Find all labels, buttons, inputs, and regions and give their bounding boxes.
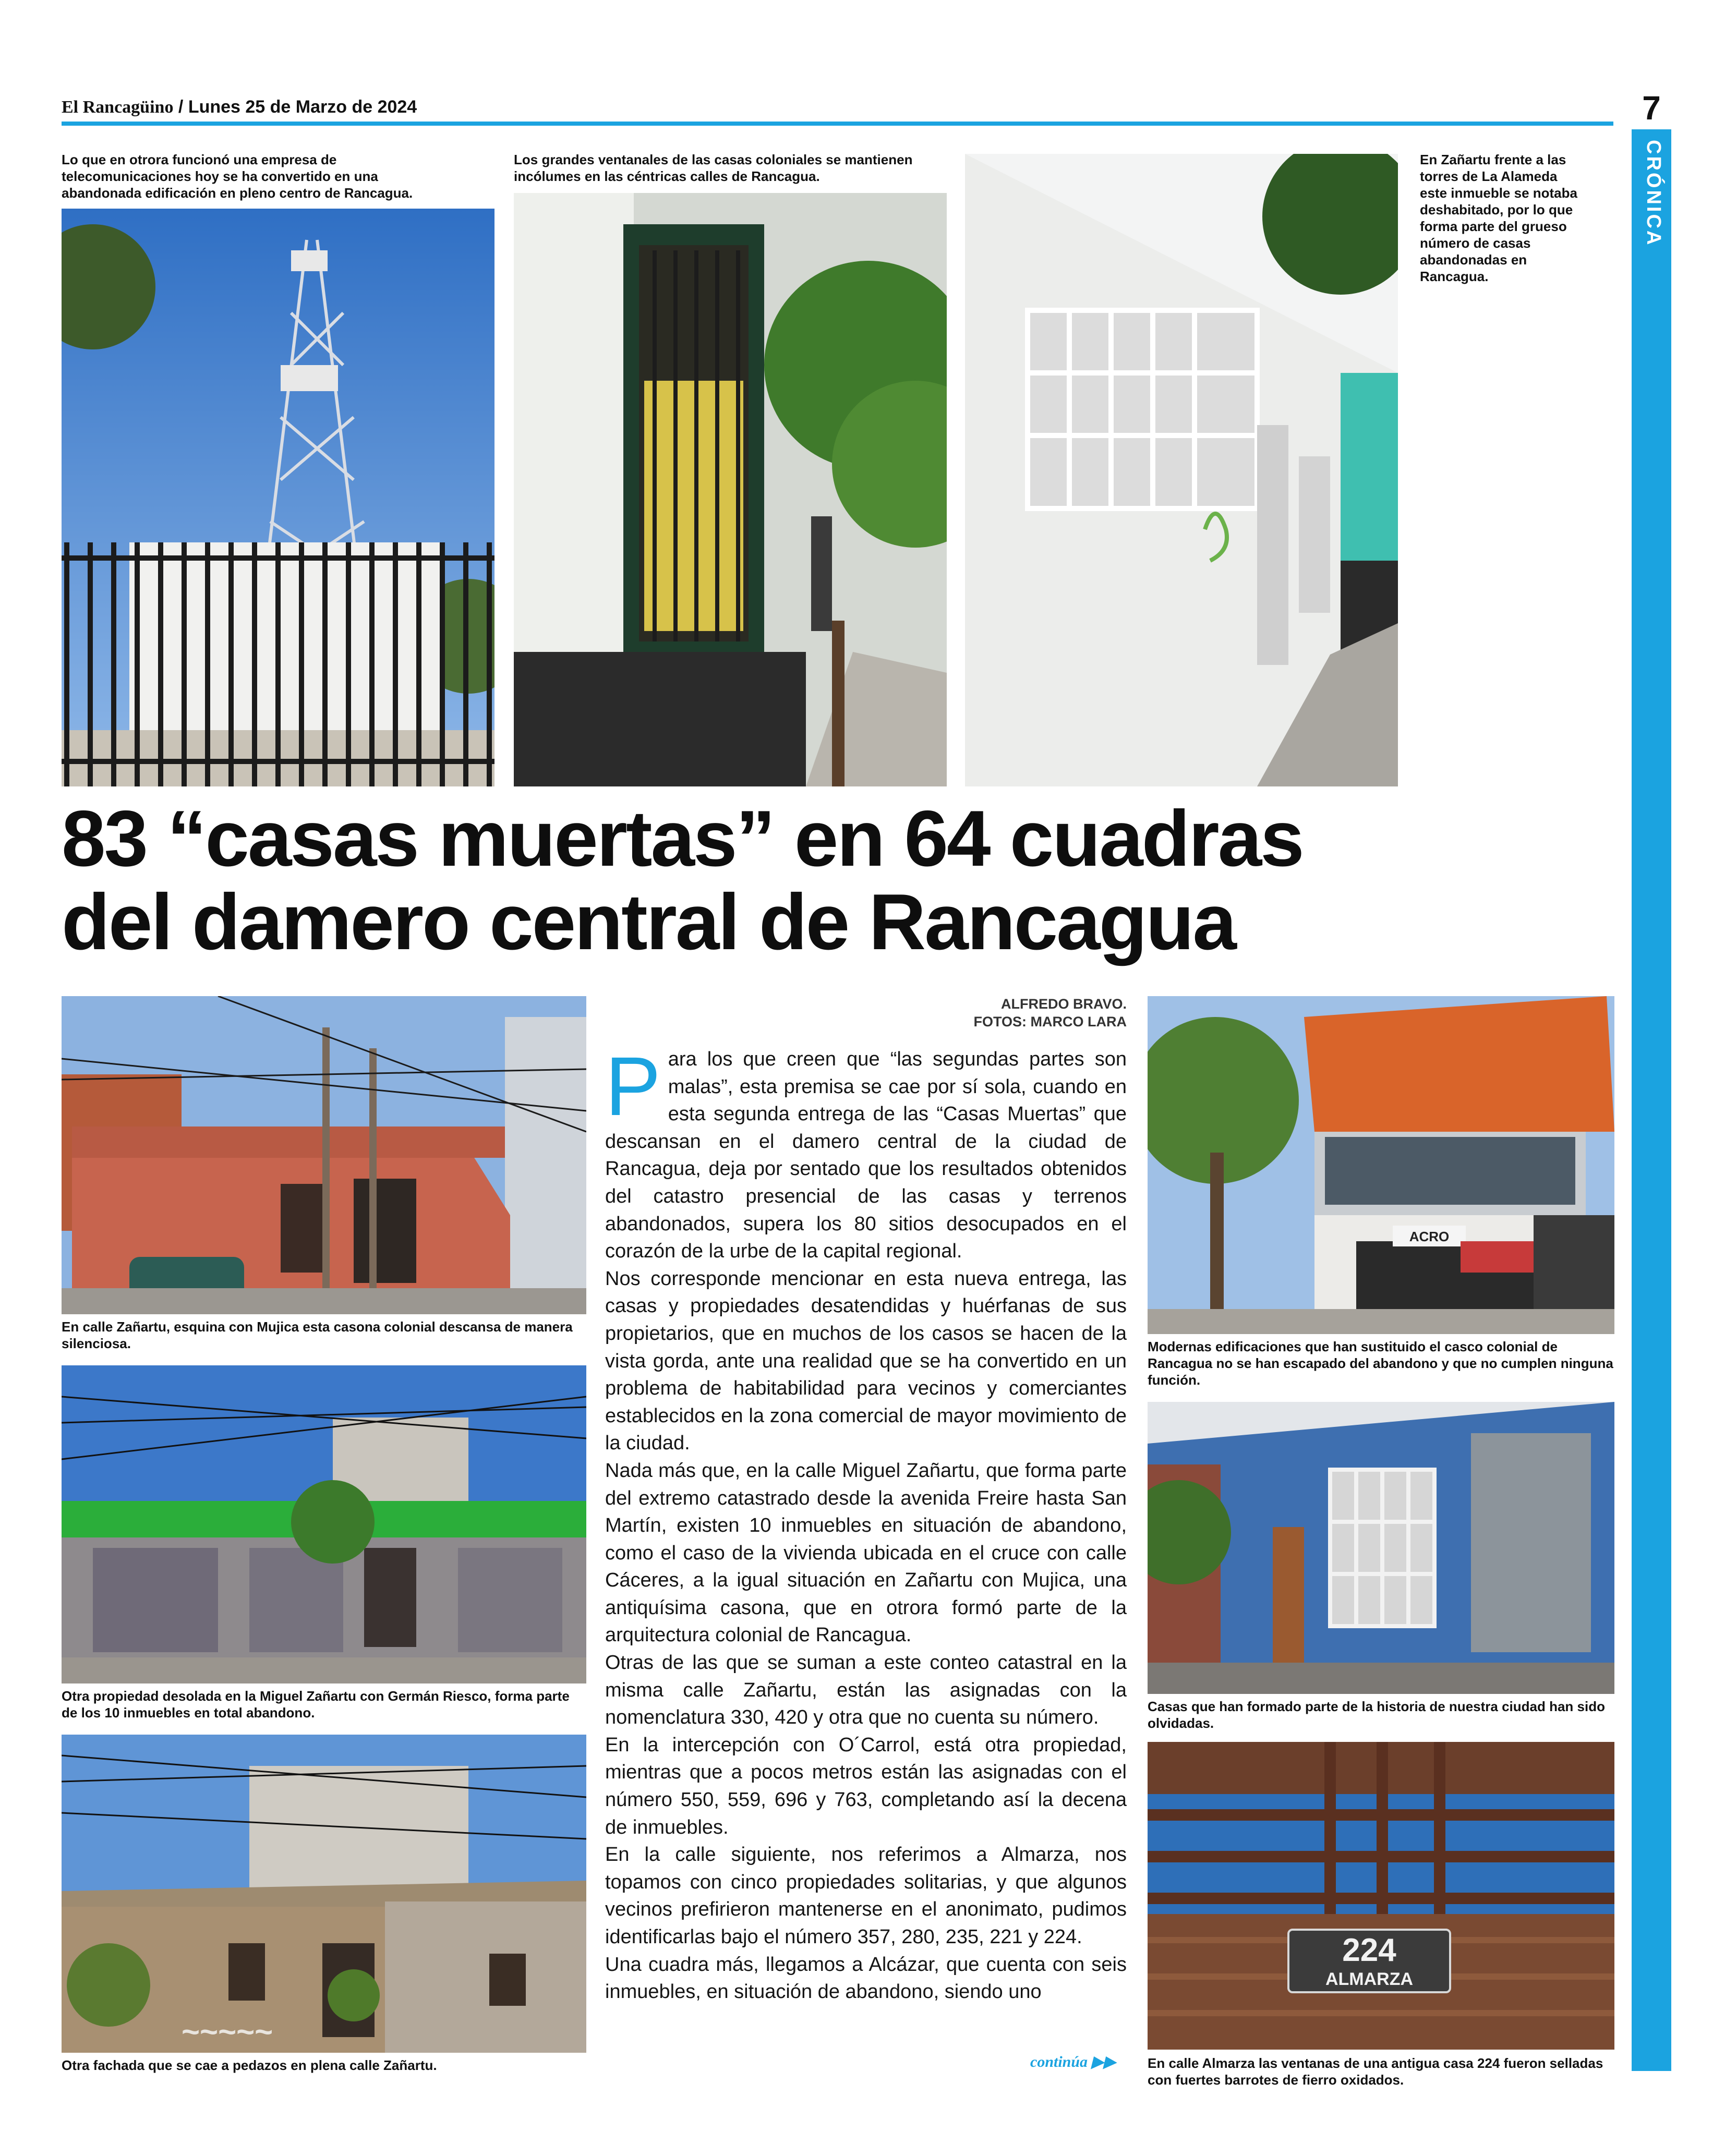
article-paragraph-2: Nos corresponde mencionar en esta nueva entrega, las casas y propiedades desatendidas y huérfanas de sus propietarios, que en muchos de los casos se hacen de la vista gorda, ante una realidad que se ha convertido en un problema de habitabilidad para vecinos y comerciantes establecidos en la zona comercial de mayor movimiento de la ciudad. xyxy=(605,1267,1127,1455)
section-sidebar xyxy=(1632,129,1671,2071)
article-body xyxy=(605,1039,1127,2006)
caption-left-1: En calle Zañartu, esquina con Mujica esta casona colonial descansa de manera silenciosa. xyxy=(62,1319,573,1351)
article-paragraph-4: Otras de las que se suman a este conteo catastral en la misma calle Zañartu, están las asignadas con la nomenclatura 330, 420 y otra que no cuenta su número. xyxy=(605,1652,1127,1729)
article-paragraph-3: Nada más que, en la calle Miguel Zañartu, que forma parte del extremo catastrado desde la avenida Freire hasta San Martín, existen 10 inmuebles en situación de abandono, como el caso de la vivienda ubicada en el cruce con calle Cáceres, a la igual situación en Zañartu con Mujica, una antiquísima casona, que en otrora formó parte de la arquitectura colonial de Rancagua. xyxy=(605,1459,1127,1646)
byline xyxy=(887,995,1127,1031)
caption-top-right: En Zañartu frente a las torres de La Alameda este inmueble se notaba deshabitado, por lo que forma parte del grueso número de casas abandonadas en Rancagua. xyxy=(1420,152,1577,284)
article-paragraph-7: Una cuadra más, llegamos a Alcázar, que cuenta con seis inmuebles, en situación de abandono, siendo uno xyxy=(605,1953,1127,2003)
caption-top-middle: Los grandes ventanales de las casas coloniales se mantienen incólumes en las céntricas calles de Rancagua. xyxy=(514,152,913,184)
article-paragraph-5: En la intercepción con O´Carrol, está otra propiedad, mientras que a pocos metros están las asignadas con el número 550, 559, 696 y 763, completando así la decena de inmuebles. xyxy=(605,1734,1127,1838)
photo-crumbling-facade xyxy=(62,1735,586,2053)
headline-line-1: 83 “casas muertas” en 64 cuadras xyxy=(62,794,1303,883)
page-number: 7 xyxy=(1642,89,1661,127)
headline xyxy=(62,794,1600,966)
photo-almarza-window xyxy=(1148,1742,1614,2050)
continues-link[interactable]: continúa ▶▶ xyxy=(1030,2053,1116,2070)
newspaper-name: El Rancagüino xyxy=(62,98,174,117)
photo-colonial-windows xyxy=(514,193,947,786)
photo-white-house xyxy=(965,154,1398,786)
section-label: CRÓNICA xyxy=(1643,140,1664,247)
caption-top-left: Lo que en otrora funcionó una empresa de telecomunicaciones hoy se ha convertido en una abandonada edificación en pleno centro de Rancagua. xyxy=(62,152,413,201)
article-paragraph-1-text: ara los que creen que “las segundas partes son malas”, esta premisa se cae por sí sola, cuando en esta segunda entrega de las “Casas Muertas” que descansan en el damero central de la ciudad de Rancagua, deja por sentado que los resultados obtenidos del catastro presencial de las casas y terrenos abandonados, supera los 80 sitios desocupados en el corazón de la urbe de la capital regional. xyxy=(605,1048,1127,1263)
caption-right-1: Modernas edificaciones que han sustituido el casco colonial de Rancagua no se han escapado del abandono y que no cumplen ninguna función. xyxy=(1148,1339,1613,1388)
header-separator: / xyxy=(178,97,184,117)
caption-left-2: Otra propiedad desolada en la Miguel Zañartu con Germán Riesco, forma parte de los 10 inmuebles en total abandono. xyxy=(62,1688,570,1721)
photo-telecom-tower xyxy=(62,209,494,786)
drop-cap: P xyxy=(605,1039,661,1133)
photo-corner-house xyxy=(62,996,586,1314)
photo-blue-house xyxy=(1148,1402,1614,1694)
caption-right-3: En calle Almarza las ventanas de una antigua casa 224 fueron selladas con fuertes barrotes de fierro oxidados. xyxy=(1148,2055,1603,2088)
house-number-sign: 224 xyxy=(1342,1932,1396,1968)
byline-photos: FOTOS: MARCO LARA xyxy=(973,1014,1127,1029)
photo-modern-building xyxy=(1148,996,1614,1334)
page-header xyxy=(62,97,417,117)
caption-left-3: Otra fachada que se cae a pedazos en plena calle Zañartu. xyxy=(62,2057,437,2073)
article-paragraph-1 xyxy=(605,1039,1127,1265)
header-rule xyxy=(62,122,1613,126)
headline-line-2: del damero central de Rancagua xyxy=(62,878,1235,966)
issue-date: Lunes 25 de Marzo de 2024 xyxy=(188,97,417,117)
store-sign: ACRO xyxy=(1409,1229,1450,1244)
svg-text:~~~~~: ~~~~~ xyxy=(182,2014,273,2049)
article-paragraph-6: En la calle siguiente, nos referimos a Almarza, nos topamos con cinco propiedades solitarias, y que algunos vecinos prefirieron mantenerse en el anonimato, pudimos identificarlas bajo el número 357, 280, 235, 221 y 224. xyxy=(605,1844,1127,1948)
street-name-sign: ALMARZA xyxy=(1325,1969,1414,1989)
photo-graffiti-house xyxy=(62,1365,586,1683)
caption-right-2: Casas que han formado parte de la historia de nuestra ciudad han sido olvidadas. xyxy=(1148,1699,1605,1731)
byline-author: ALFREDO BRAVO. xyxy=(1001,996,1127,1012)
